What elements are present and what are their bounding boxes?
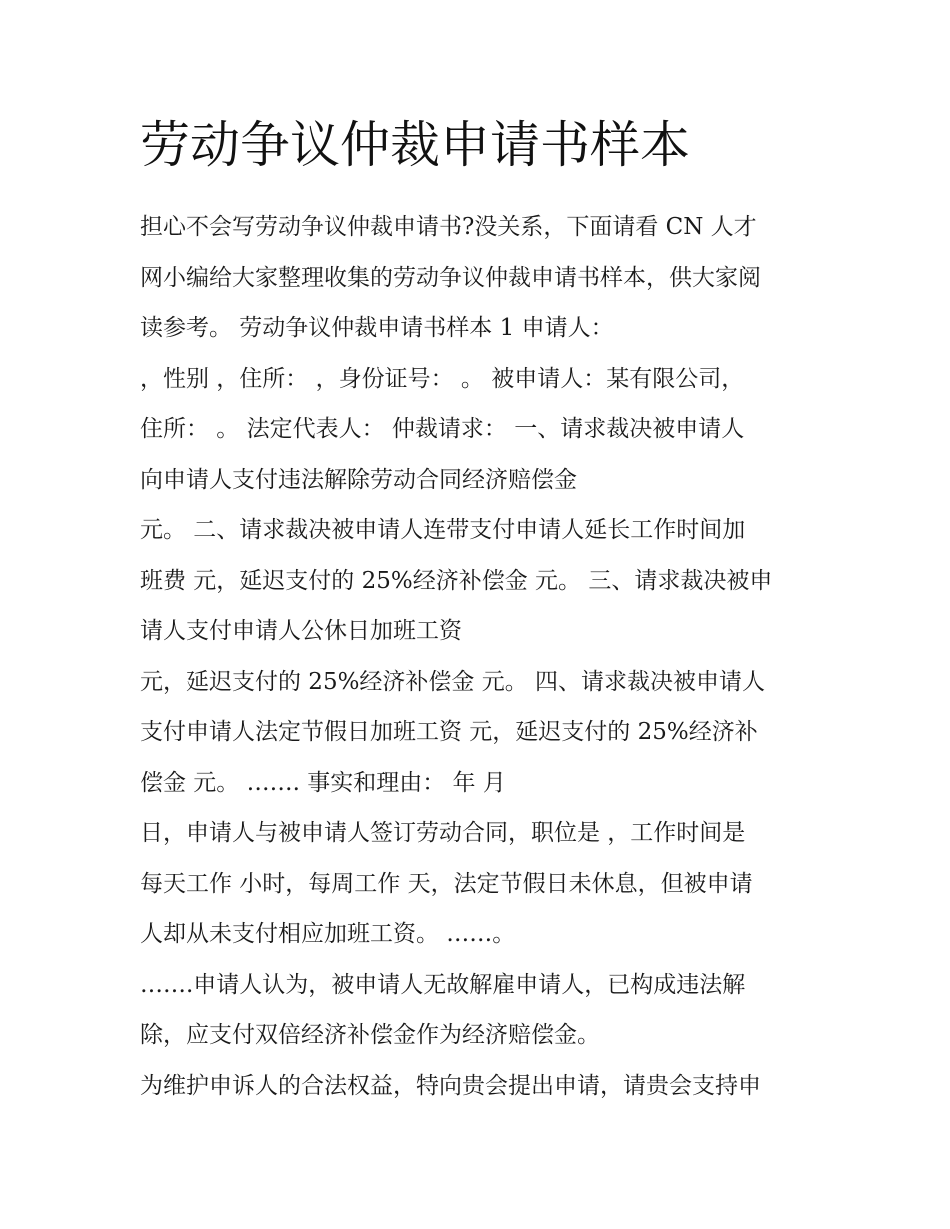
text-line: 班费 元，延迟支付的 25%经济补偿金 元。 三、请求裁决被申 (140, 567, 773, 594)
text-line: 元。 二、请求裁决被申请人连带支付申请人延长工作时间加 (140, 517, 746, 543)
text-line: 读参考。 劳动争议仲裁申请书样本 1 申请人： (140, 315, 614, 341)
document-body (140, 202, 830, 1111)
text-line: 支付申请人法定节假日加班工资 元，延迟支付的 25%经济补 (140, 719, 758, 745)
text-line: 元，延迟支付的 25%经济补偿金 元。 四、请求裁决被申请人 (140, 668, 766, 695)
text-line: 担心不会写劳动争议仲裁申请书?没关系，下面请看 CN 人才 (140, 214, 757, 240)
text-line: 网小编给大家整理收集的劳动争议仲裁申请书样本，供大家阅 (140, 264, 761, 291)
text-line: 为维护申诉人的合法权益，特向贵会提出申请，请贵会支持申 (140, 1072, 761, 1099)
text-line: 每天工作 小时，每周工作 天，法定节假日未休息，但被申请 (140, 870, 753, 897)
text-line: 住所： 。 法定代表人： 仲裁请求： 一、请求裁决被申请人 (140, 416, 745, 442)
text-line: 人却从未支付相应加班工资。 ……。 (140, 921, 516, 947)
text-line: 请人支付申请人公休日加班工资 (140, 618, 462, 644)
document-title: 劳动争议仲裁申请书样本 (140, 116, 690, 174)
text-line: …….申请人认为，被申请人无故解雇申请人，已构成违法解 (140, 971, 746, 998)
text-line: 偿金 元。 ……. 事实和理由： 年 月 (140, 769, 506, 796)
text-line: 除，应支付双倍经济补偿金作为经济赔偿金。 (140, 1022, 600, 1048)
text-line: ，性别 ，住所： ，身份证号： 。 被申请人：某有限公司， (140, 365, 745, 392)
text-line: 向申请人支付违法解除劳动合同经济赔偿金 (140, 466, 577, 493)
text-line: 日，申请人与被申请人签订劳动合同，职位是 ，工作时间是 (140, 820, 746, 846)
